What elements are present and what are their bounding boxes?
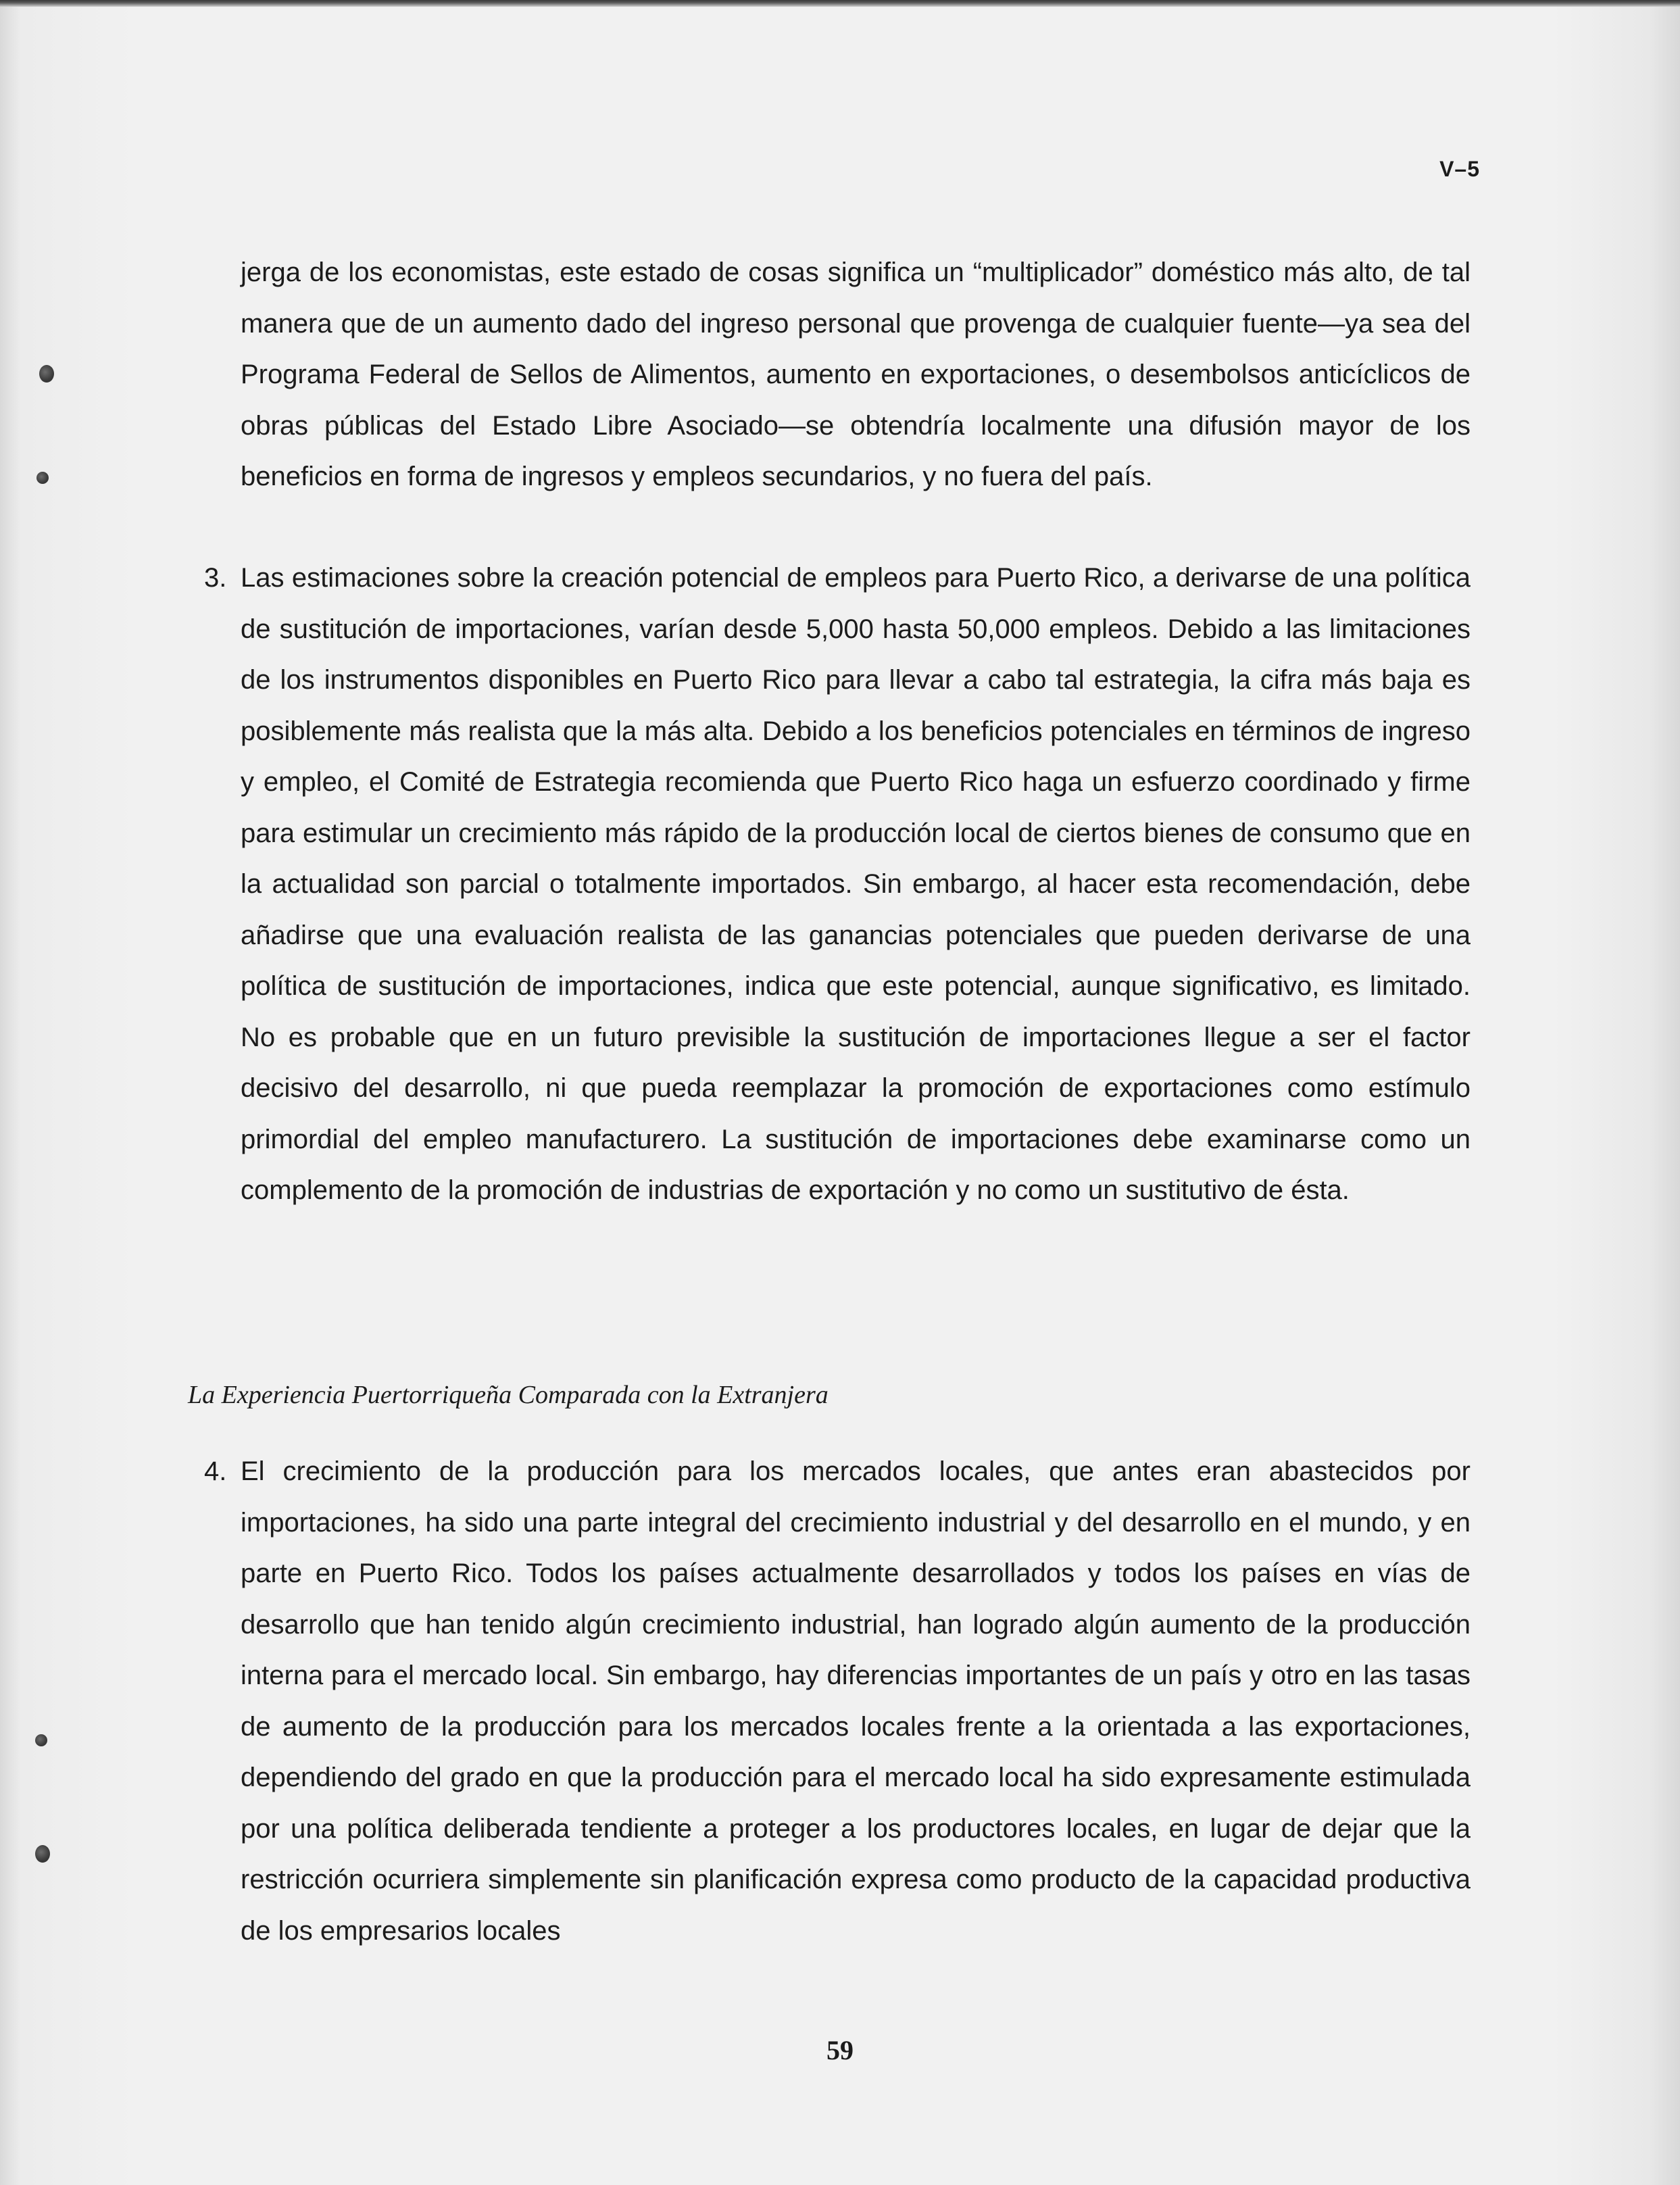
paragraph-number: 4. [204, 1456, 227, 1486]
paragraph-continuation: jerga de los economistas, este estado de cosas significa un “multiplicador” doméstico más alto, de tal manera que de un aumento dado del ingreso personal que provenga de cualquier fuente—ya sea del Programa Federal de Sellos de Alimentos, aumento en exportaciones, o desembolsos anticíclicos de obras públicas del Estado Libre Asociado—se obtendría localmente una difusión mayor de los beneficios en forma de ingresos y empleos secundarios, y no fuera del país. [241, 257, 1471, 491]
section-heading: La Experiencia Puertorriqueña Comparada con la Extranjera [188, 1381, 829, 1409]
section-page-label: V–5 [1439, 157, 1480, 181]
binder-hole [35, 1734, 47, 1746]
page-number: 59 [826, 2035, 854, 2065]
scan-top-edge [0, 0, 1680, 7]
binder-hole [35, 1845, 50, 1863]
binder-hole [39, 365, 54, 383]
paragraph-4: El crecimiento de la producción para los mercados locales, que antes eran abastecidos por importaciones, ha sido una parte integral del crecimiento industrial y del desarrollo en el mundo, y en parte en Puerto Rico. Todos los países actualmente desarrollados y todos los países en vías de desarrollo que han tenido algún crecimiento industrial, han logrado algún aumento de la producción interna para el mercado local. Sin embargo, hay diferencias importantes de un país y otro en las tasas de aumento de la producción para los mercados locales frente a la orientada a las exportaciones, dependiendo del grado en que la producción para el mercado local ha sido expresamente estimulada por una política deliberada tendiente a proteger a los productores locales, en lugar de dejar que la restricción ocurriera simplemente sin planificación expresa como producto de la capacidad productiva de los empresarios locales [241, 1456, 1471, 1946]
binder-hole [36, 472, 49, 484]
paragraph-number: 3. [204, 563, 227, 593]
paragraph-3: Las estimaciones sobre la creación potencial de empleos para Puerto Rico, a derivarse de una política de sustitución de importaciones, varían desde 5,000 hasta 50,000 empleos. Debido a las limitaciones de los instrumentos disponibles en Puerto Rico para llevar a cabo tal estrategia, la cifra más baja es posiblemente más realista que la más alta. Debido a los beneficios potenciales en términos de ingreso y empleo, el Comité de Estrategia recomienda que Puerto Rico haga un esfuerzo coordinado y firme para estimular un crecimiento más rápido de la producción local de ciertos bienes de consumo que en la actualidad son parcial o totalmente importados. Sin embargo, al hacer esta recomendación, debe añadirse que una evaluación realista de las ganancias potenciales que pueden derivarse de una política de sustitución de importaciones, indica que este potencial, aunque significativo, es limitado. No es probable que en un futuro previsible la sustitución de importaciones llegue a ser el factor decisivo del desarrollo, ni que pueda reemplazar la promoción de exportaciones como estímulo primordial del empleo manufacturero. La sustitución de importaciones debe examinarse como un complemento de la promoción de industrias de exportación y no como un sustitutivo de ésta. [241, 563, 1471, 1205]
